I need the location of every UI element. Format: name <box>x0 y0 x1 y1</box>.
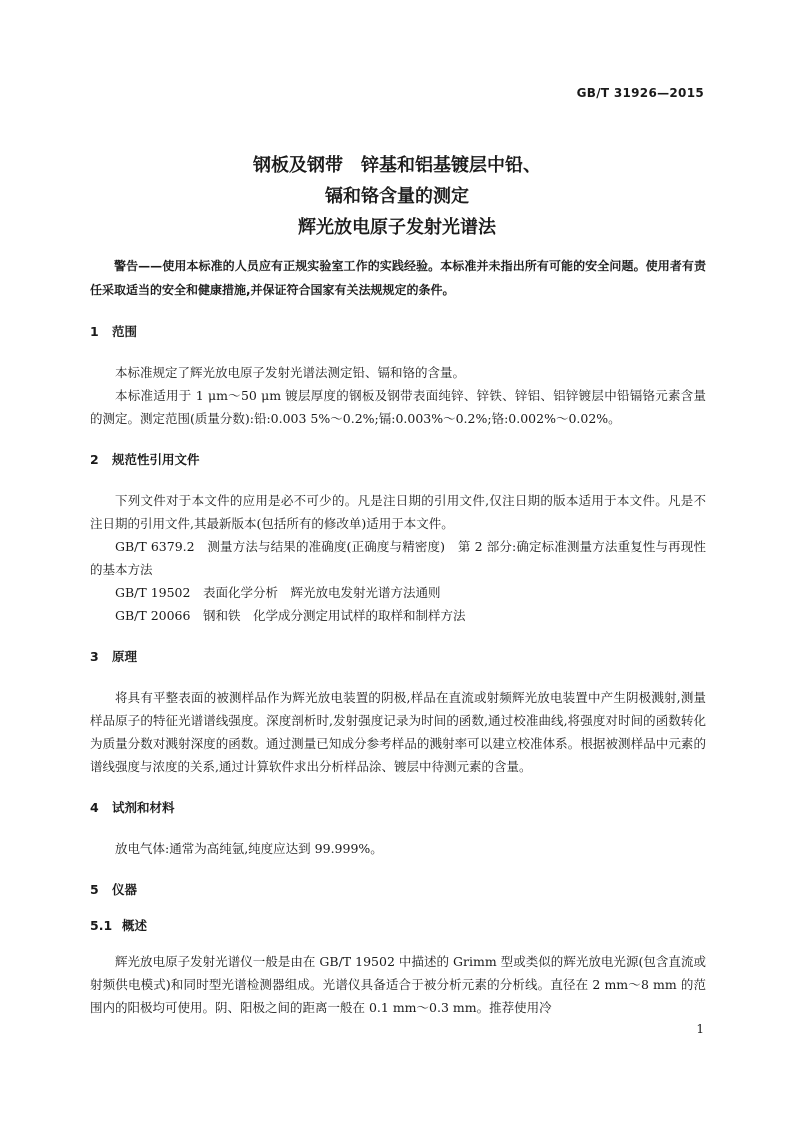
subsection-title: 概述 <box>122 918 148 933</box>
references-intro: 下列文件对于本文件的应用是必不可少的。凡是注日期的引用文件,仅注日期的版本适用于本文件。凡是不注日期的引用文件,其最新版本(包括所有的修改单)适用于本文件。 <box>90 493 706 531</box>
section-heading-scope <box>90 320 706 343</box>
section-number: 3 <box>90 649 99 664</box>
subsection-heading-general <box>90 914 706 937</box>
page-number: 1 <box>696 1022 704 1036</box>
reference-item: GB/T 20066 钢和铁 化学成分测定用试样的取样和制样方法 <box>115 608 466 623</box>
title-line-3: 辉光放电原子发射光谱法 <box>298 217 496 238</box>
section-number: 2 <box>90 452 99 467</box>
reagents-paragraph: 放电气体:通常为高纯氩,纯度应达到 99.999%。 <box>115 841 383 856</box>
section-title: 试剂和材料 <box>112 800 175 815</box>
section-heading-reagents <box>90 796 706 819</box>
general-paragraph: 辉光放电原子发射光谱仪一般是由在 GB/T 19502 中描述的 Grimm 型或类似的辉光放电光源(包含直流或射频供电模式)和同时型光谱检测器组成。光谱仪具备适合于被分析元素的分析线。直径在 2 mm～8 mm 的范围内的阳极均可使用。阴、阳极之间的距离一般在 0.1 mm～0.3 mm。推荐使用冷 <box>90 954 706 1015</box>
section-title: 原理 <box>112 649 138 664</box>
section-heading-normative-references <box>90 448 706 471</box>
section-number: 1 <box>90 324 99 339</box>
scope-paragraph-2: 本标准适用于 1 μm～50 μm 镀层厚度的钢板及钢带表面纯锌、锌铁、锌铝、铝锌镀层中铅镉铬元素含量的测定。测定范围(质量分数):铅:0.003 5%～0.2%;镉:0.003%～0.2%;铬:0.002%～0.02%。 <box>90 388 706 426</box>
reference-item: GB/T 6379.2 测量方法与结果的准确度(正确度与精密度) 第 2 部分:确定标准测量方法重复性与再现性的基本方法 <box>90 539 706 577</box>
section-number: 5 <box>90 882 99 897</box>
section-title: 仪器 <box>112 882 138 897</box>
section-heading-apparatus <box>90 878 706 901</box>
document-body <box>90 254 706 1019</box>
subsection-number: 5.1 <box>90 918 113 933</box>
standard-code: GB/T 31926—2015 <box>576 86 704 100</box>
section-title: 规范性引用文件 <box>112 452 200 467</box>
reference-item: GB/T 19502 表面化学分析 辉光放电发射光谱方法通则 <box>115 585 441 600</box>
title-line-2: 镉和铬含量的测定 <box>325 186 469 207</box>
section-heading-principle <box>90 645 706 668</box>
safety-warning: 警告——使用本标准的人员应有正规实验室工作的实践经验。本标准并未指出所有可能的安全问题。使用者有责任采取适当的安全和健康措施,并保证符合国家有关法规规定的条件。 <box>90 259 706 297</box>
section-title: 范围 <box>112 324 138 339</box>
title-line-1: 钢板及钢带 锌基和铝基镀层中铅、 <box>253 155 541 176</box>
scope-paragraph-1: 本标准规定了辉光放电原子发射光谱法测定铅、镉和铬的含量。 <box>115 365 466 380</box>
principle-paragraph: 将具有平整表面的被测样品作为辉光放电装置的阴极,样品在直流或射频辉光放电装置中产生阴极溅射,测量样品原子的特征光谱谱线强度。深度剖析时,发射强度记录为时间的函数,通过校准曲线,将强度对时间的函数转化为质量分数对溅射深度的函数。通过测量已知成分参考样品的溅射率可以建立校准体系。根据被测样品中元素的谱线强度与浓度的关系,通过计算软件求出分析样品涂、镀层中待测元素的含量。 <box>90 690 706 774</box>
section-number: 4 <box>90 800 99 815</box>
document-title <box>0 150 794 243</box>
